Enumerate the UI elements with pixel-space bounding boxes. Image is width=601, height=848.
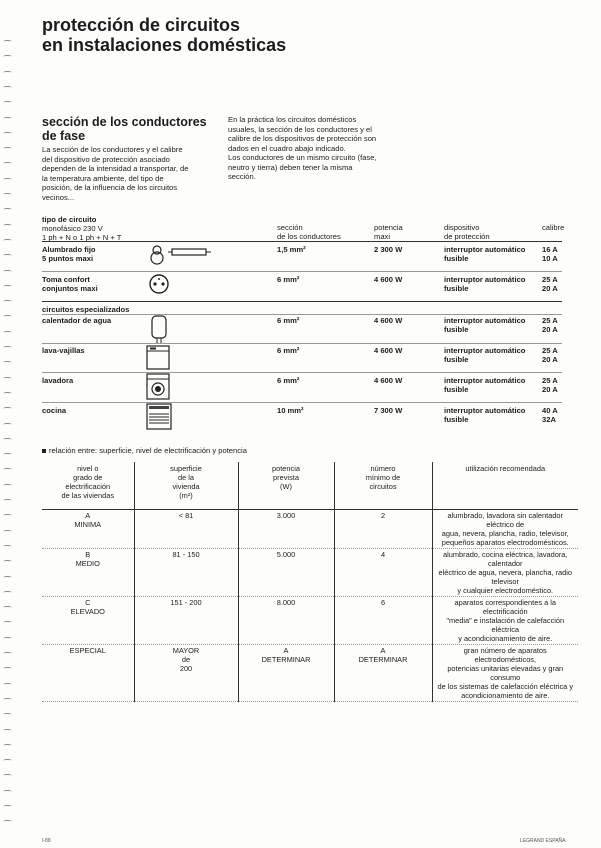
cell-power <box>238 510 334 549</box>
row-calibre <box>542 376 558 394</box>
row-power: 2 300 W <box>374 245 403 254</box>
row-device1: interruptor automático <box>444 275 526 284</box>
intro-left-line: vecinos... <box>42 192 75 202</box>
cell-power <box>238 597 334 645</box>
row-cal2: 10 A <box>542 254 558 263</box>
binder-mark <box>3 71 12 74</box>
binder-mark <box>3 101 12 104</box>
cell-line: agua, nevera, plancha, radio, televisor, <box>441 529 569 538</box>
table2-caption <box>42 446 247 455</box>
row-name-alumbrado <box>42 245 96 263</box>
col-header-tipo <box>42 215 121 242</box>
row-cal2: 32A <box>542 415 556 424</box>
header-line: potencia <box>272 464 300 473</box>
row-rule <box>42 402 562 403</box>
dishwasher-icon <box>146 345 170 371</box>
col-header-dispositivo-line2: de protección <box>444 232 490 241</box>
intro-left-line: posición, de la influencia de los circuitos <box>42 183 178 192</box>
cell-line: alumbrado, cocina eléctrica, lavadora, calentador <box>443 550 568 568</box>
binder-mark <box>3 698 12 701</box>
binder-mark <box>3 147 12 150</box>
washing-machine-icon <box>146 373 170 401</box>
binder-mark <box>3 117 12 120</box>
cell-line: 2 <box>380 511 386 520</box>
intro-right-line: neutro y tierra) deben tener la misma <box>228 162 353 172</box>
header-line: vivienda <box>172 482 200 491</box>
row-cal1: 25 A <box>542 316 558 325</box>
binder-mark <box>3 545 12 548</box>
intro-left-line: la temperatura ambiente, del tipo de <box>42 173 164 183</box>
row-calibre <box>542 316 558 334</box>
binder-mark <box>3 591 12 594</box>
cell-line: 151 - 200 <box>170 598 202 607</box>
cell-surface <box>134 549 238 597</box>
binder-mark <box>3 239 12 242</box>
intro-right-line: En la práctica los circuitos domésticos <box>228 115 357 124</box>
intro-right-line: usuales, la sección de los conductores y el <box>228 124 372 134</box>
row-cal1: 16 A <box>542 245 558 254</box>
col-header-potencia-prevista <box>238 462 334 510</box>
cell-line: ESPECIAL <box>69 646 106 655</box>
row-cal1: 25 A <box>542 376 558 385</box>
header-line: de la <box>177 473 195 482</box>
binder-mark <box>3 377 12 380</box>
row-device <box>444 376 525 394</box>
row-name-lavavajillas: lava-vajillas <box>42 346 85 355</box>
row-device1: interruptor automático <box>444 346 526 355</box>
row-device2: fusible <box>444 284 469 293</box>
cell-line: DETERMINAR <box>358 655 408 664</box>
header-line: electrificación <box>65 482 111 491</box>
cell-use <box>432 549 578 597</box>
intro-left-line: del dispositivo de protección asociado <box>42 154 170 164</box>
intro-right-line: sección. <box>228 172 256 181</box>
binder-mark <box>3 621 12 624</box>
row-section: 6 mm² <box>277 316 300 325</box>
header-line: nivel o <box>77 464 99 473</box>
binder-mark <box>3 407 12 410</box>
row-device1: interruptor automático <box>444 245 526 254</box>
cell-line: 8.000 <box>276 598 296 607</box>
binder-mark <box>3 729 12 732</box>
page-title <box>42 15 286 55</box>
bullet-icon <box>42 449 46 453</box>
cell-line: gran número de aparatos electrodomésticos, <box>463 646 547 664</box>
table-row <box>42 597 578 645</box>
cell-circuits <box>334 597 432 645</box>
row-calibre <box>542 346 558 364</box>
col-header-potencia-line1: potencia <box>374 223 403 232</box>
cell-surface <box>134 597 238 645</box>
binder-mark <box>3 530 12 533</box>
cell-line: 3.000 <box>276 511 296 520</box>
binder-mark <box>3 744 12 747</box>
header-line: (m²) <box>179 491 193 500</box>
table-row <box>42 645 578 702</box>
cell-line: acondicionamiento de aire. <box>461 691 550 700</box>
binder-mark <box>3 40 12 43</box>
row-cal2: 20 A <box>542 385 558 394</box>
header-line: mínimo de <box>365 473 401 482</box>
cooker-icon <box>146 403 172 431</box>
binder-mark <box>3 683 12 686</box>
cell-line: alumbrado, lavadora sin calentador eléctrico de <box>447 511 563 529</box>
table-row <box>42 510 578 549</box>
col-header-tipo-line3: 1 ph + N o 1 ph + N + T <box>42 233 122 242</box>
binder-mark <box>3 514 12 517</box>
intro-right-line: calibre de los dispositivos de protección son <box>228 134 377 143</box>
row-cal2: 20 A <box>542 325 558 334</box>
row-device <box>444 275 525 293</box>
cell-circuits <box>334 549 432 597</box>
cell-level <box>42 645 134 702</box>
row-device1: interruptor automático <box>444 316 526 325</box>
binder-mark <box>3 208 12 211</box>
col-header-seccion <box>277 223 341 241</box>
row-section: 1,5 mm² <box>277 245 306 254</box>
row-power: 4 600 W <box>374 275 403 284</box>
header-line: utilización recomendada <box>465 464 546 473</box>
binder-mark <box>3 162 12 165</box>
cell-line: "media" e instalación de calefacción eléctrica <box>446 616 565 634</box>
intro-left-column <box>42 145 222 202</box>
intro-right-column <box>228 115 408 182</box>
row-power: 7 300 W <box>374 406 403 415</box>
row-rule <box>42 301 562 302</box>
binder-mark <box>3 759 12 762</box>
col-header-nivel <box>42 462 134 510</box>
header-line: circuitos <box>369 482 397 491</box>
binder-mark <box>3 361 12 364</box>
binder-mark <box>3 423 12 426</box>
socket-icon <box>148 273 170 295</box>
binder-mark <box>3 392 12 395</box>
row-cal1: 25 A <box>542 346 558 355</box>
cell-power <box>238 645 334 702</box>
row-section: 6 mm² <box>277 275 300 284</box>
col-header-potencia-line2: maxi <box>374 232 391 241</box>
row-cal2: 20 A <box>542 355 558 364</box>
cell-surface <box>134 645 238 702</box>
cell-line: 6 <box>380 598 386 607</box>
row-section: 6 mm² <box>277 376 300 385</box>
table-rule <box>42 241 562 242</box>
binder-mark <box>3 576 12 579</box>
cell-line: eléctrico de agua, nevera, plancha, radio televisor <box>438 568 573 586</box>
row-rule <box>42 372 562 373</box>
row-device1: interruptor automático <box>444 406 526 415</box>
binder-mark <box>3 346 12 349</box>
binder-mark <box>3 224 12 227</box>
cell-line: DETERMINAR <box>261 655 311 664</box>
col-header-tipo-line2: monofásico 230 V <box>42 224 103 233</box>
binder-mark <box>3 438 12 441</box>
cell-line: de los sistemas de calefacción eléctrica y <box>437 682 574 691</box>
col-header-calibre: calibre <box>542 223 565 232</box>
row-section: 10 mm² <box>277 406 304 415</box>
row-calibre <box>542 245 558 263</box>
row-device <box>444 346 525 364</box>
col-header-dispositivo-line1: dispositivo <box>444 223 480 232</box>
binder-mark <box>3 774 12 777</box>
col-header-seccion-line2: de los conductores <box>277 232 341 241</box>
col-header-seccion-line1: sección <box>277 223 303 232</box>
page-title-line2: en instalaciones domésticas <box>42 35 287 55</box>
header-line: superficie <box>170 464 202 473</box>
binder-marks <box>3 40 15 840</box>
col-header-potencia <box>374 223 403 241</box>
cell-line: MAYOR <box>172 646 200 655</box>
cell-line: pequeños aparatos electrodomésticos. <box>441 538 569 547</box>
header-line: de las viviendas <box>61 491 115 500</box>
col-header-tipo-line1: tipo de circuito <box>42 215 97 224</box>
section-heading <box>42 115 207 143</box>
binder-mark <box>3 499 12 502</box>
row-cal1: 40 A <box>542 406 558 415</box>
cell-line: 4 <box>380 550 386 559</box>
electrification-table <box>42 462 578 702</box>
table2-header-row <box>42 462 578 510</box>
section-heading-line1: sección de los conductores <box>42 115 207 129</box>
cell-line: potencias unitarias elevadas y gran consumo <box>447 664 564 682</box>
intro-left-line: La sección de los conductores y el calibre <box>42 145 183 154</box>
binder-mark <box>3 300 12 303</box>
binder-mark <box>3 315 12 318</box>
binder-mark <box>3 270 12 273</box>
row-device1: interruptor automático <box>444 376 526 385</box>
cell-line: y cualquier electrodoméstico. <box>457 586 554 595</box>
cell-line: 81 - 150 <box>172 550 200 559</box>
binder-mark <box>3 86 12 89</box>
footer-page: I-88 <box>42 838 51 844</box>
intro-left-line: dependen de la intensidad a transportar, de <box>42 164 189 173</box>
row-device <box>444 316 525 334</box>
row-power: 4 600 W <box>374 376 403 385</box>
col-header-superficie <box>134 462 238 510</box>
cell-line: aparatos correspondientes a la electrificación <box>454 598 556 616</box>
row-rule <box>42 343 562 344</box>
binder-mark <box>3 667 12 670</box>
cell-line: A <box>85 511 91 520</box>
section-heading-line2: de fase <box>42 129 86 143</box>
footer-code: LEGRAND ESPAÑA <box>520 838 566 844</box>
binder-mark <box>3 652 12 655</box>
cell-circuits <box>334 645 432 702</box>
binder-mark <box>3 453 12 456</box>
binder-mark <box>3 790 12 793</box>
binder-mark <box>3 713 12 716</box>
row-calibre <box>542 275 558 293</box>
table-row <box>42 549 578 597</box>
cell-use <box>432 645 578 702</box>
binder-mark <box>3 468 12 471</box>
cell-line: MINIMA <box>74 520 102 529</box>
cell-level <box>42 597 134 645</box>
row-name-line2: 5 puntos maxi <box>42 254 94 263</box>
header-line: prevista <box>273 473 299 482</box>
intro-right-line: dados en el cuadro abajo indicado. <box>228 143 346 153</box>
row-device2: fusible <box>444 355 469 364</box>
binder-mark <box>3 254 12 257</box>
cell-use <box>432 597 578 645</box>
cell-line: B <box>85 550 91 559</box>
intro-right-line: Los conductores de un mismo circuito (fase, <box>228 153 377 162</box>
header-line: número <box>370 464 396 473</box>
col-header-utilizacion <box>432 462 578 510</box>
col-header-circuitos <box>334 462 432 510</box>
binder-mark <box>3 331 12 334</box>
binder-mark <box>3 560 12 563</box>
header-line: grado de <box>73 473 103 482</box>
row-device <box>444 406 525 424</box>
row-rule <box>42 314 562 315</box>
row-rule <box>42 271 562 272</box>
row-device2: fusible <box>444 385 469 394</box>
row-name-lavadora: lavadora <box>42 376 74 385</box>
row-device2: fusible <box>444 254 469 263</box>
row-device2: fusible <box>444 325 469 334</box>
cell-level <box>42 510 134 549</box>
binder-mark <box>3 178 12 181</box>
row-device2: fusible <box>444 415 469 424</box>
cell-line: A <box>283 646 289 655</box>
row-name-line1: Toma confort <box>42 275 90 284</box>
row-device <box>444 245 525 263</box>
cell-line: < 81 <box>178 511 194 520</box>
binder-mark <box>3 606 12 609</box>
cell-line: de <box>181 655 191 664</box>
cell-power <box>238 549 334 597</box>
row-name-line1: Alumbrado fijo <box>42 245 96 254</box>
binder-mark <box>3 820 12 823</box>
page-title-line1: protección de circuitos <box>42 15 241 35</box>
cell-circuits <box>334 510 432 549</box>
binder-mark <box>3 132 12 135</box>
row-name-toma <box>42 275 98 293</box>
cell-level <box>42 549 134 597</box>
header-line: (W) <box>280 482 292 491</box>
cell-surface <box>134 510 238 549</box>
cell-use <box>432 510 578 549</box>
cell-line: C <box>85 598 91 607</box>
table2-caption-text: relación entre: superficie, nivel de electrificación y potencia <box>49 446 247 455</box>
row-cal1: 25 A <box>542 275 558 284</box>
row-power: 4 600 W <box>374 346 403 355</box>
row-calibre <box>542 406 558 424</box>
cell-line: 200 <box>179 664 193 673</box>
binder-mark <box>3 637 12 640</box>
row-power: 4 600 W <box>374 316 403 325</box>
group-label: circuitos especializados <box>42 305 130 314</box>
cell-line: y acondicionamiento de aire. <box>458 634 553 643</box>
cell-line: 5.000 <box>276 550 296 559</box>
cell-line: A <box>380 646 386 655</box>
binder-mark <box>3 805 12 808</box>
binder-mark <box>3 193 12 196</box>
binder-mark <box>3 285 12 288</box>
cell-line: ELEVADO <box>70 607 105 616</box>
row-name-line2: conjuntos maxi <box>42 284 98 293</box>
cell-line: MEDIO <box>75 559 100 568</box>
row-name-calentador: calentador de agua <box>42 316 112 325</box>
row-cal2: 20 A <box>542 284 558 293</box>
water-heater-icon <box>150 315 168 345</box>
row-section: 6 mm² <box>277 346 300 355</box>
row-name-cocina: cocina <box>42 406 67 415</box>
col-header-dispositivo <box>444 223 490 241</box>
binder-mark <box>3 55 12 58</box>
lighting-icon <box>148 243 216 265</box>
binder-mark <box>3 484 12 487</box>
